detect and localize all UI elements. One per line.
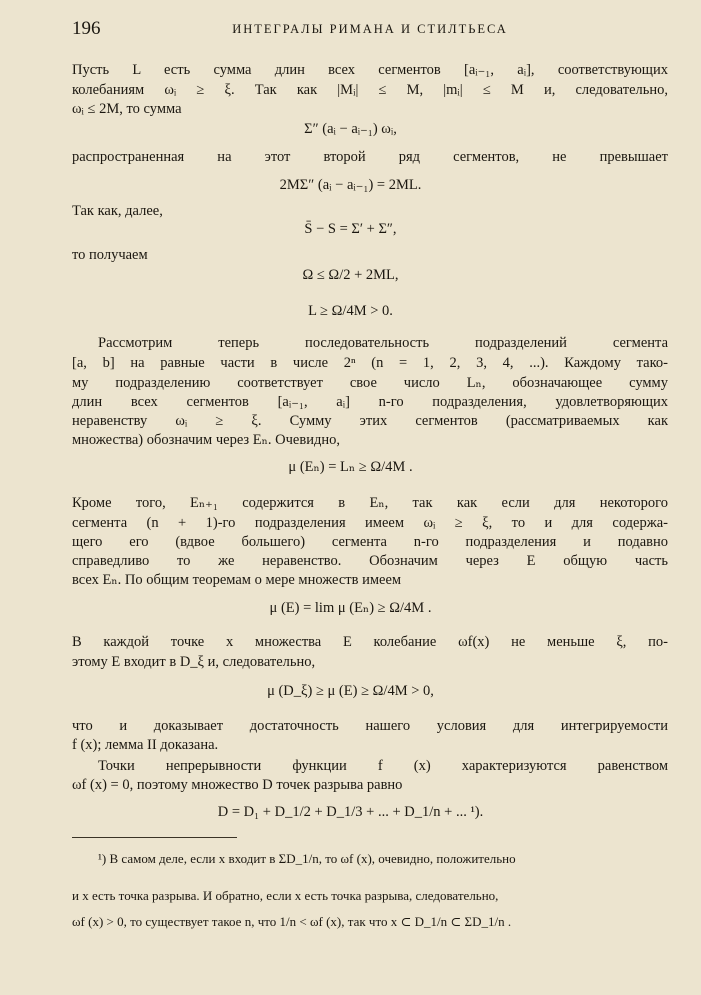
text-line: f (x); лемма II доказана.	[72, 737, 219, 753]
footnote-line: ¹) В самом деле, если x входит в ΣD_1/n, то ωf (x), очевидно, положительно	[98, 851, 516, 866]
running-title: ИНТЕГРАЛЫ РИМАНА И СТИЛТЬЕСА	[232, 22, 508, 36]
text-line: Так как, далее,	[72, 203, 163, 219]
footnote-divider	[72, 837, 237, 838]
text-line: Рассмотрим теперь последовательность подразделений сегмента	[98, 335, 668, 351]
text-line: му подразделению соответствует свое число Lₙ, обозначающее сумму	[72, 375, 668, 391]
text-line: сегмента (n + 1)-го подразделения имеем ωᵢ ≥ ξ, то и для содержа-	[72, 515, 668, 531]
text-line: распространенная на этот второй ряд сегментов, не превышает	[72, 149, 668, 165]
formula-line: Σ″ (aᵢ − aᵢ₋₁) ωᵢ,	[304, 121, 397, 137]
page-number: 196	[72, 18, 101, 39]
text-line: Пусть L есть сумма длин всех сегментов [aᵢ₋₁, aᵢ], соответствующих	[72, 62, 668, 78]
text-line: множества) обозначим через Eₙ. Очевидно,	[72, 432, 340, 448]
formula-line: S̄ − S = Σ′ + Σ″,	[304, 221, 397, 237]
footnote-line: и x есть точка разрыва. И обратно, если x есть точка разрыва, следовательно,	[72, 888, 499, 903]
text-line: колебаниям ωᵢ ≥ ξ. Так как |Mᵢ| ≤ M, |mᵢ| ≤ M и, следовательно,	[72, 82, 668, 98]
footnote-line: ωf (x) > 0, то существует такое n, что 1/n < ωf (x), так что x ⊂ D_1/n ⊂ ΣD_1/n .	[72, 914, 512, 929]
formula-line: Ω ≤ Ω/2 + 2ML,	[302, 267, 399, 283]
text-line: то получаем	[72, 247, 148, 263]
text-line: длин всех сегментов [aᵢ₋₁, aᵢ] n-го подразделения, удовлетворяющих	[72, 394, 668, 410]
text-line: Кроме того, Eₙ₊₁ содержится в Eₙ, так как если для некоторого	[72, 495, 668, 511]
text-line: ωᵢ ≤ 2M, то сумма	[72, 101, 182, 117]
formula-line: μ (Eₙ) = Lₙ ≥ Ω/4M .	[288, 459, 413, 475]
text-line: что и доказывает достаточность нашего условия для интегрируемости	[72, 718, 668, 734]
text-line: справедливо то же неравенство. Обозначим через E общую часть	[72, 553, 668, 569]
text-line: ωf (x) = 0, поэтому множество D точек разрыва равно	[72, 777, 403, 793]
formula-line: μ (E) = lim μ (Eₙ) ≥ Ω/4M .	[269, 600, 432, 616]
text-line: этому E входит в D_ξ и, следовательно,	[72, 654, 316, 670]
formula-line: 2MΣ″ (aᵢ − aᵢ₋₁) = 2ML.	[279, 177, 422, 193]
text-line: всех Eₙ. По общим теоремам о мере множеств имеем	[72, 572, 402, 588]
text-line: [a, b] на равные части в числе 2ⁿ (n = 1, 2, 3, 4, ...). Каждому тако-	[72, 355, 668, 371]
formula-line: μ (D_ξ) ≥ μ (E) ≥ Ω/4M > 0,	[267, 683, 434, 699]
text-line: В каждой точке x множества E колебание ωf(x) не меньше ξ, по-	[72, 634, 668, 650]
text-line: Точки непрерывности функции f (x) характеризуются равенством	[98, 758, 668, 774]
formula-line: L ≥ Ω/4M > 0.	[308, 303, 393, 319]
page-header	[72, 18, 668, 42]
formula-line: D = D₁ + D_1/2 + D_1/3 + ... + D_1/n + ... ¹).	[217, 804, 484, 820]
text-line: щего его (вдвое большего) сегмента n-го подразделения и подавно	[72, 534, 668, 550]
text-line: неравенству ωᵢ ≥ ξ. Сумму этих сегментов (рассматриваемых как	[72, 413, 668, 429]
